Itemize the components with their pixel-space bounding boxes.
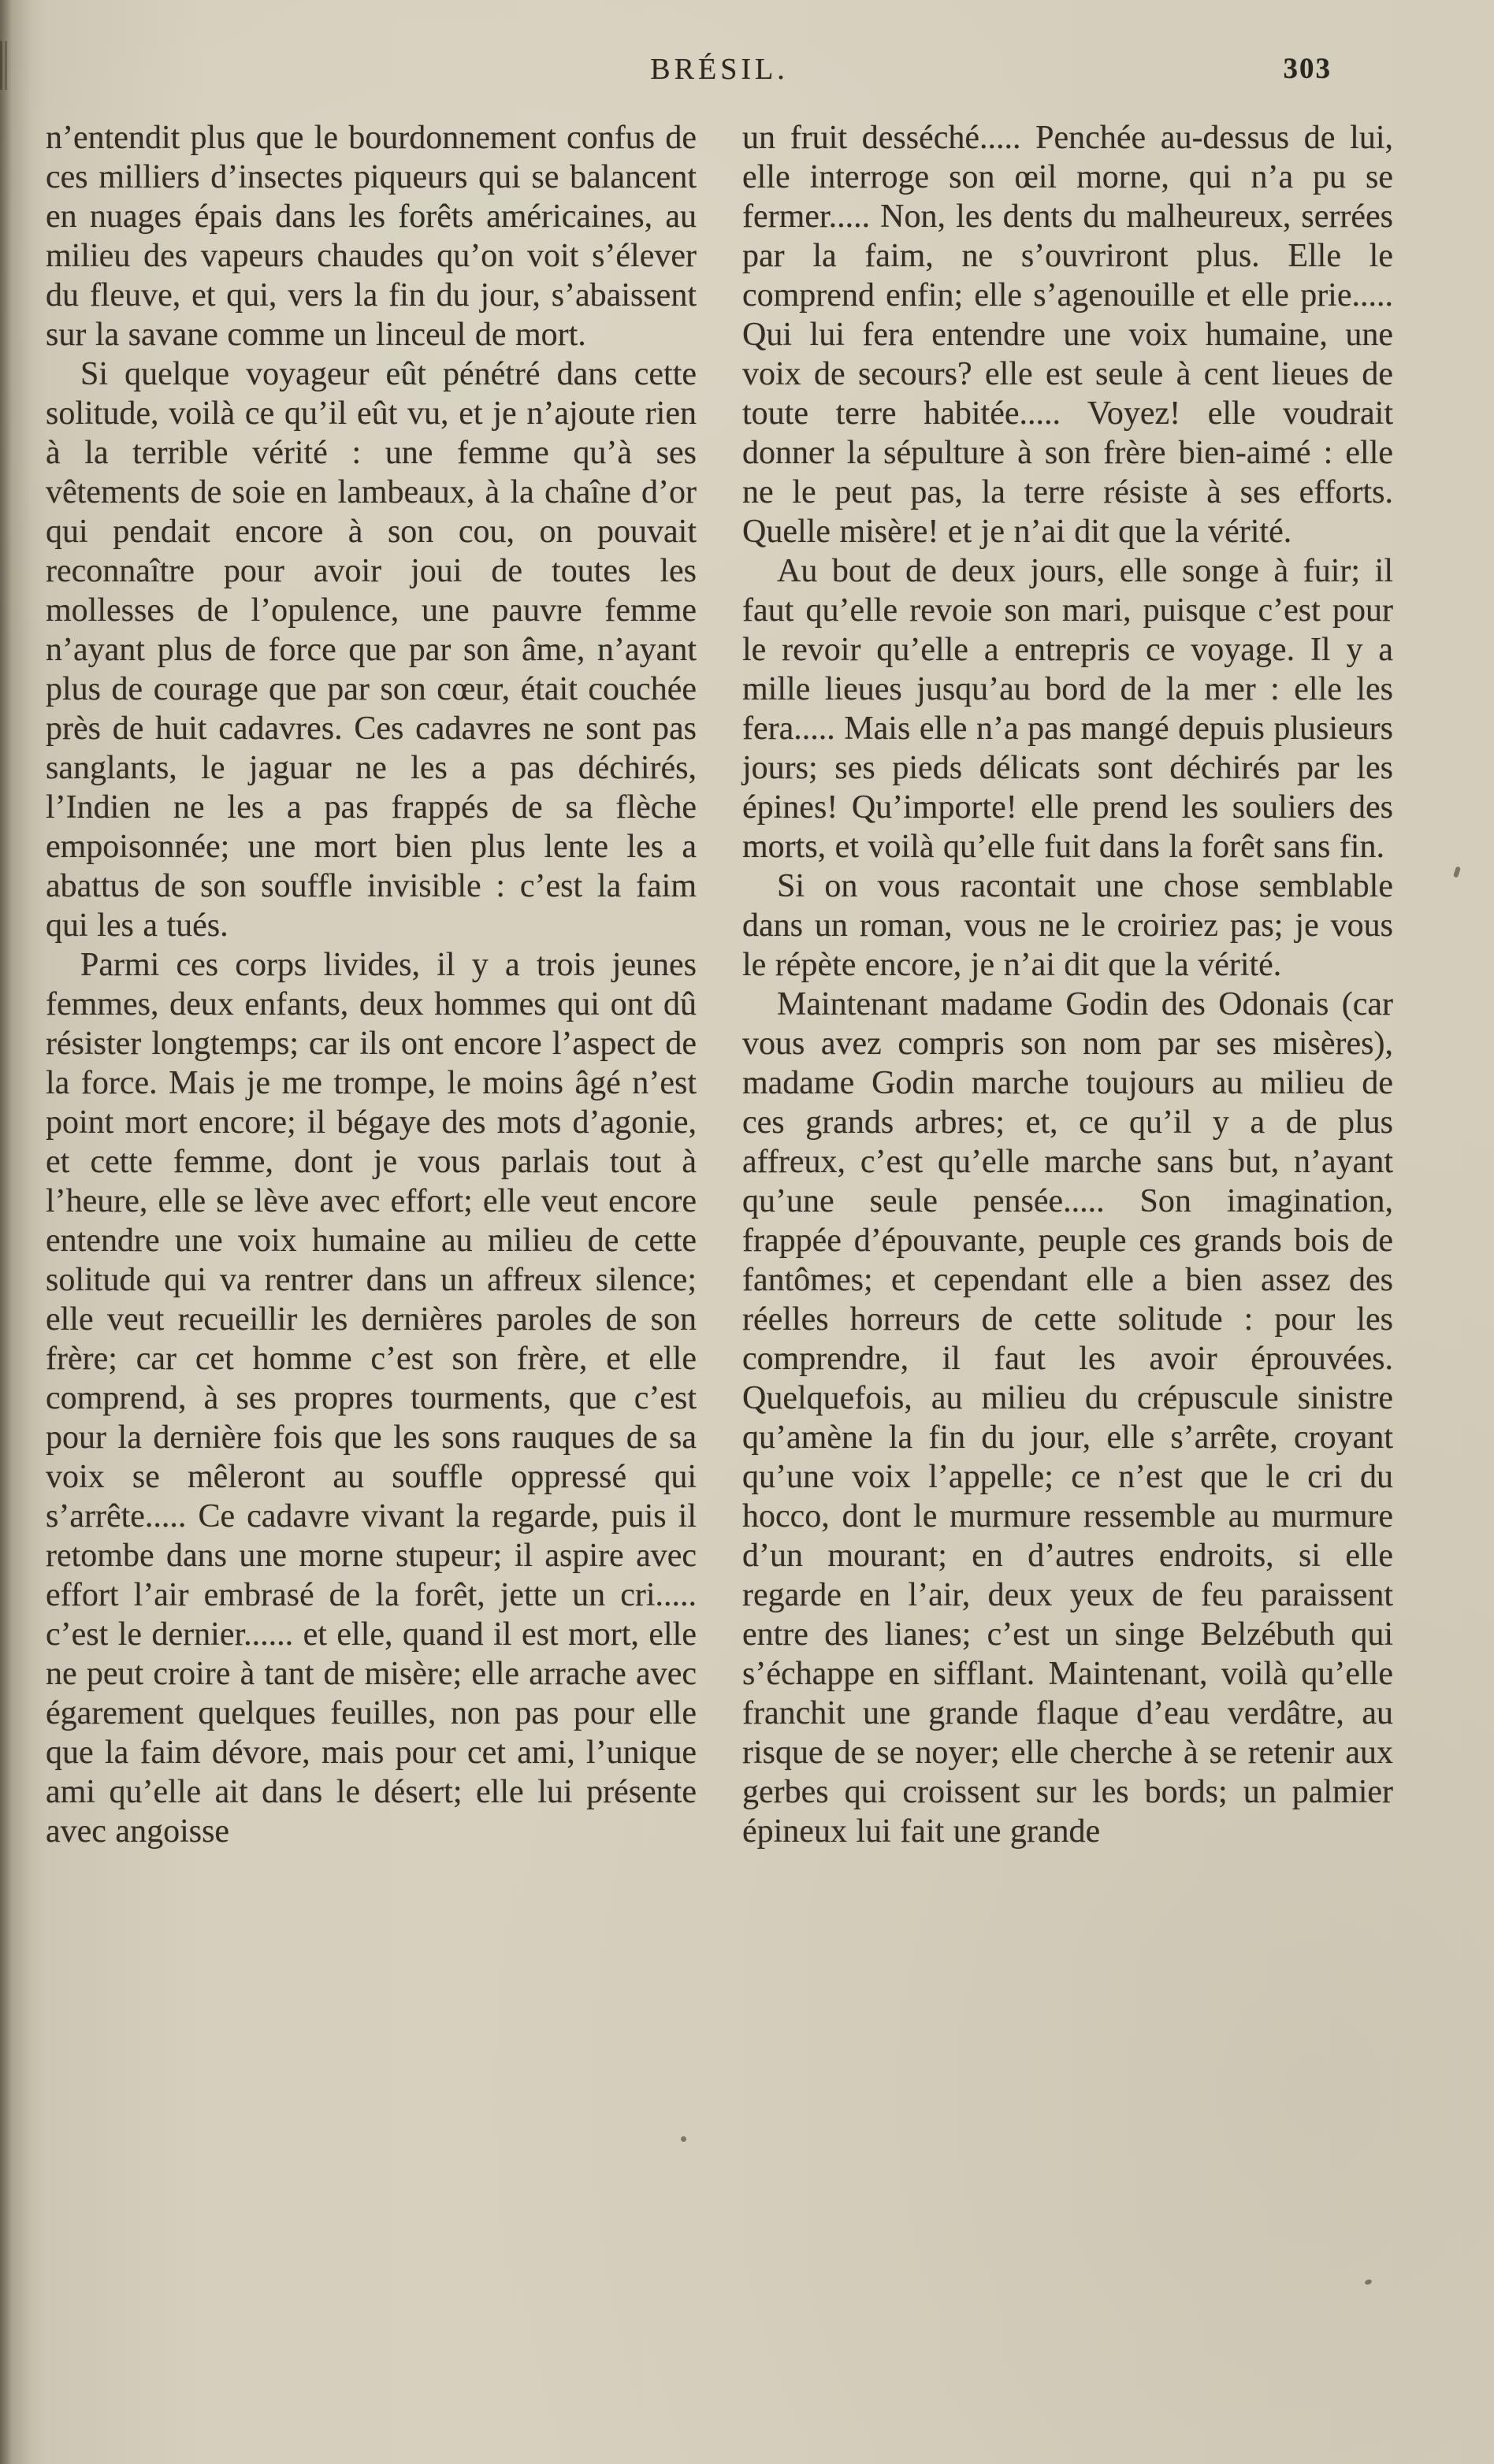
paragraph: Au bout de deux jours, elle songe à fuir; il faut qu’elle revoie son mari, puisque c’est pour le revoir qu’elle a entrepris ce voyage. Il y a mille lieues jusqu’au bord de la mer : elle les fera..... Mais elle n’a pas mangé depuis plusieurs jours; ses pieds délicats sont déchirés par les épines! Qu’importe! elle prend les souliers des morts, et voilà qu’elle fuit dans la forêt sans fin. <box>742 553 1393 865</box>
paragraph: n’entendit plus que le bourdonnement confus de ces milliers d’insectes piqueurs qui se balancent en nuages épais dans les forêts américaines, au milieu des vapeurs chaudes qu’on voit s’élever du fleuve, et qui, vers la fin du jour, s’abaissent sur la savane comme un linceul de mort. <box>46 120 697 353</box>
paragraph: Si quelque voyageur eût pénétré dans cette solitude, voilà ce qu’il eût vu, et je n’ajoute rien à la terrible vérité : une femme qu’à ses vêtements de soie en lambeaux, à la chaîne d’or qui pendait encore à son cou, on pouvait reconnaître pour avoir joui de toutes les mollesses de l’opulence, une pauvre femme n’ayant plus de force que par son âme, n’ayant plus de courage que par son cœur, était couchée près de huit cadavres. Ces cadavres ne sont pas sanglants, le jaguar ne les a pas déchirés, l’Indien ne les a pas frappés de sa flèche empoisonnée; une mort bien plus lente les a abattus de son souffle invisible : c’est la faim qui les a tués. <box>46 356 697 944</box>
paragraph: Maintenant madame Godin des Odonais (car vous avez compris son nom par ses misères), madame Godin marche toujours au milieu de ces grands arbres; et, ce qu’il y a de plus affreux, c’est qu’elle marche sans but, n’ayant qu’une seule pensée..... Son imagination, frappée d’épouvante, peuple ces grands bois de fantômes; et cependant elle a bien assez des réelles horreurs de cette solitude : pour les comprendre, il faut les avoir éprouvées. Quelquefois, au milieu du crépuscule sinistre qu’amène la fin du jour, elle s’arrête, croyant qu’une voix l’appelle; ce n’est que le cri du hocco, dont le murmure ressemble au murmure d’un mourant; en d’autres endroits, si elle regarde en l’air, deux yeux de feu paraissent entre des lianes; c’est un singe Belzébuth qui s’échappe en sifflant. Maintenant, voilà qu’elle franchit une grande flaque d’eau verdâtre, au risque de se noyer; elle cherche à se retenir aux gerbes qui croissent sur les bords; un palmier épineux lui fait une grande <box>742 986 1393 1850</box>
paragraph: un fruit desséché..... Penchée au-dessus de lui, elle interroge son œil morne, qui n’a pu se fermer..... Non, les dents du malheureux, serrées par la faim, ne s’ouvriront plus. Elle le comprend enfin; elle s’agenouille et elle prie..... Qui lui fera entendre une voix humaine, une voix de secours? elle est seule à cent lieues de toute terre habitée..... Voyez! elle voudrait donner la sépulture à son frère bien-aimé : elle ne le peut pas, la terre résiste à ses efforts. Quelle misère! et je n’ai dit que la vérité. <box>742 120 1393 550</box>
paragraph: Parmi ces corps livides, il y a trois jeunes femmes, deux enfants, deux hommes qui ont dû résister longtemps; car ils ont encore l’aspect de la force. Mais je me trompe, le moins âgé n’est point mort encore; il bégaye des mots d’agonie, et cette femme, dont je vous parlais tout à l’heure, elle se lève avec effort; elle veut encore entendre une voix humaine au milieu de cette solitude qui va rentrer dans un affreux silence; elle veut recueillir les dernières paroles de son frère; car cet homme c’est son frère, et elle comprend, à ses propres tourments, que c’est pour la dernière fois que les sons rauques de sa voix se mêleront au souffle oppressé qui s’arrête..... Ce cadavre vivant la regarde, puis il retombe dans une morne stupeur; il aspire avec effort l’air embrasé de la forêt, jette un cri..... c’est le dernier...... et elle, quand il est mort, elle ne peut croire à tant de misère; elle arrache avec égarement quelques feuilles, non pas pour elle que la faim dévore, mais pour cet ami, l’unique ami qu’elle ait dans le désert; elle lui présente avec angoisse <box>46 947 697 1850</box>
binding-shadow <box>0 0 32 2464</box>
text-columns <box>46 118 1393 1851</box>
page-title: BRÉSIL. <box>650 53 789 86</box>
scan-speck <box>681 2136 686 2142</box>
column-right <box>742 118 1393 1851</box>
scan-artifact-binding-marks <box>0 41 9 90</box>
scan-speck <box>1453 866 1461 878</box>
page-number: 303 <box>1283 53 1332 85</box>
column-left <box>46 118 697 1851</box>
page-header <box>46 52 1393 99</box>
scan-speck <box>1364 2279 1373 2286</box>
paragraph: Si on vous racontait une chose semblable dans un roman, vous ne le croiriez pas; je vous le répète encore, je n’ai dit que la vérité. <box>742 868 1393 983</box>
